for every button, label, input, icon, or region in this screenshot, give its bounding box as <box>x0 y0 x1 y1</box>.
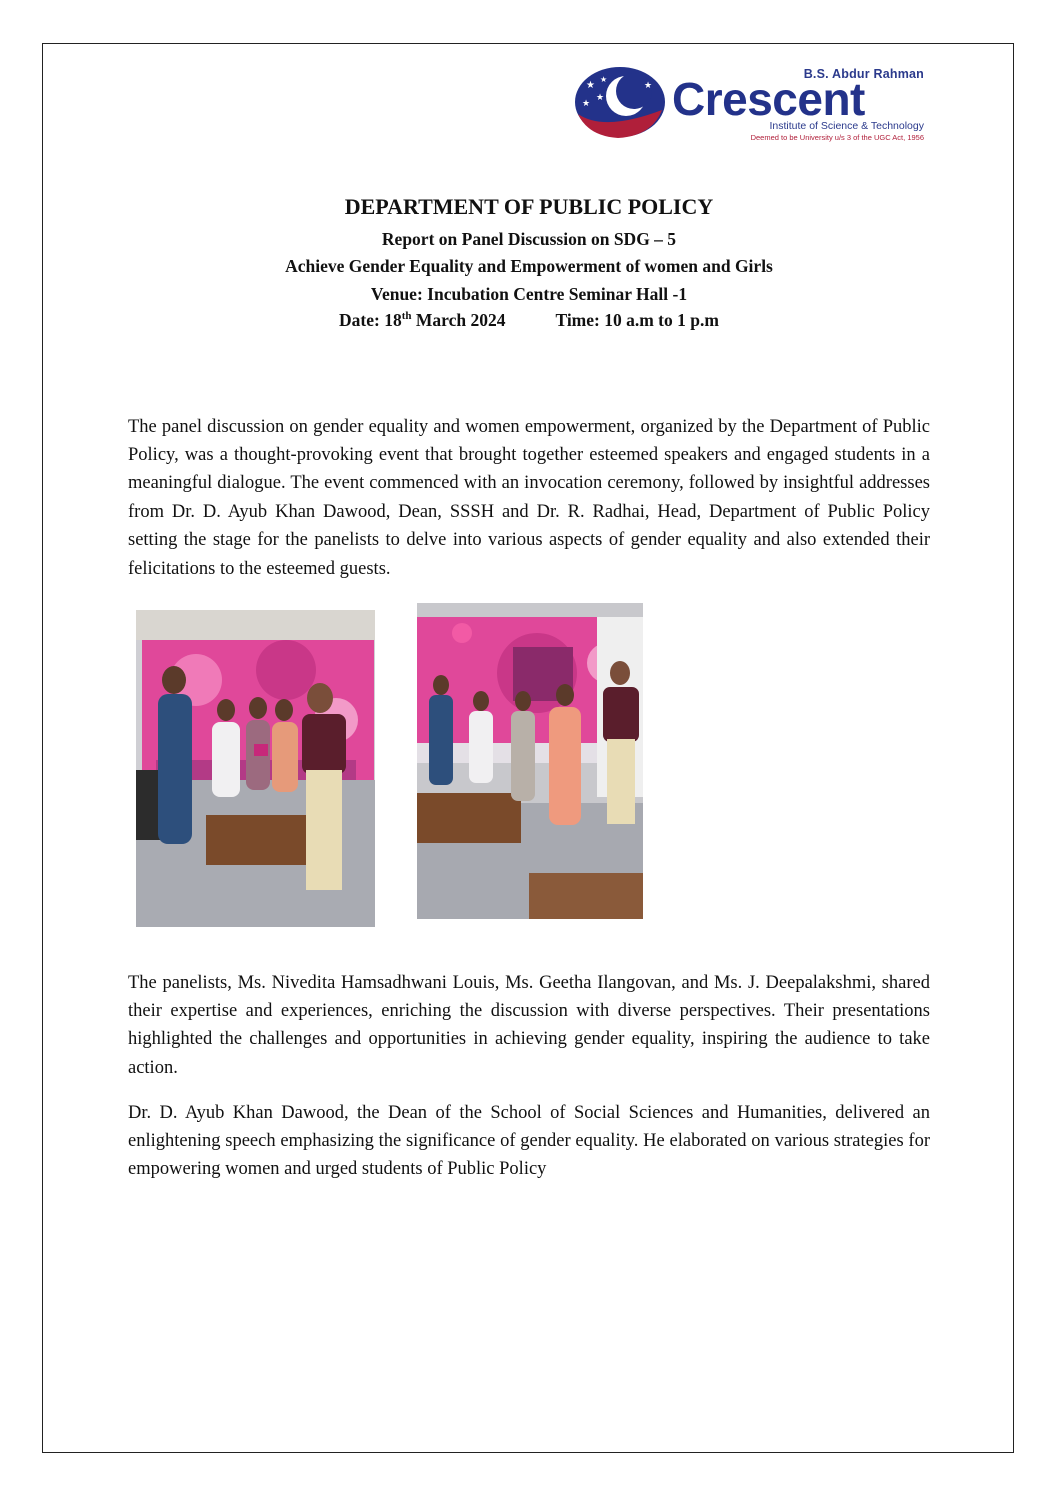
paragraph-intro: The panel discussion on gender equality and women empowerment, organized by the Department of Public Policy, was a thought-provoking event that brought together esteemed speakers and engaged students in a meaningful dialogue. The event commenced with an invocation ceremony, followed by insightful addresses from Dr. D. Ayub Khan Dawood, Dean, SSSH and Dr. R. Radhai, Head, Department of Public Policy setting the stage for the panelists to delve into various aspects of gender equality and also extended their felicitations to the esteemed guests. <box>128 416 930 579</box>
event-photo-panel-group <box>417 603 643 919</box>
paragraph-dean-speech: Dr. D. Ayub Khan Dawood, the Dean of the School of Social Sciences and Humanities, delivered an enlightening speech emphasizing the significance of gender equality. He elaborated on various strategies for empowering women and urged students of Public Policy <box>128 1102 930 1180</box>
logo-name: Crescent <box>672 73 865 125</box>
report-date-time <box>0 310 1058 331</box>
report-time: Time: 10 a.m to 1 p.m <box>555 310 719 330</box>
crescent-emblem-icon <box>574 66 666 140</box>
svg-text:★: ★ <box>586 80 595 91</box>
report-venue: Venue: Incubation Centre Seminar Hall -1 <box>370 284 688 304</box>
svg-text:★: ★ <box>596 93 605 103</box>
svg-text:★: ★ <box>600 75 608 84</box>
report-subtitle: Report on Panel Discussion on SDG – 5 <box>381 229 677 249</box>
logo-deemed-line: Deemed to be University u/s 3 of the UGC Act, 1956 <box>750 133 924 142</box>
svg-text:★: ★ <box>582 99 591 109</box>
event-photo-felicitation <box>136 610 375 927</box>
page-title: DEPARTMENT OF PUBLIC POLICY <box>344 194 714 219</box>
date-month-year: March 2024 <box>411 310 506 330</box>
logo-top-line: B.S. Abdur Rahman <box>803 67 924 81</box>
report-theme: Achieve Gender Equality and Empowerment of women and Girls <box>285 256 773 276</box>
date-prefix: Date: 18 <box>339 310 402 330</box>
date-suffix-sup: th <box>401 310 412 323</box>
logo-subtitle: Institute of Science & Technology <box>769 120 924 132</box>
svg-text:★: ★ <box>644 81 653 91</box>
paragraph-panelists: The panelists, Ms. Nivedita Hamsadhwani Louis, Ms. Geetha Ilangovan, and Ms. J. Deepalakshmi, shared their expertise and experiences, enriching the discussion with diverse perspectives. Their presentations highlighted the challenges and opportunities in achieving gender equality, inspiring the audience to take action. <box>128 972 930 1078</box>
crescent-logo <box>574 63 934 145</box>
